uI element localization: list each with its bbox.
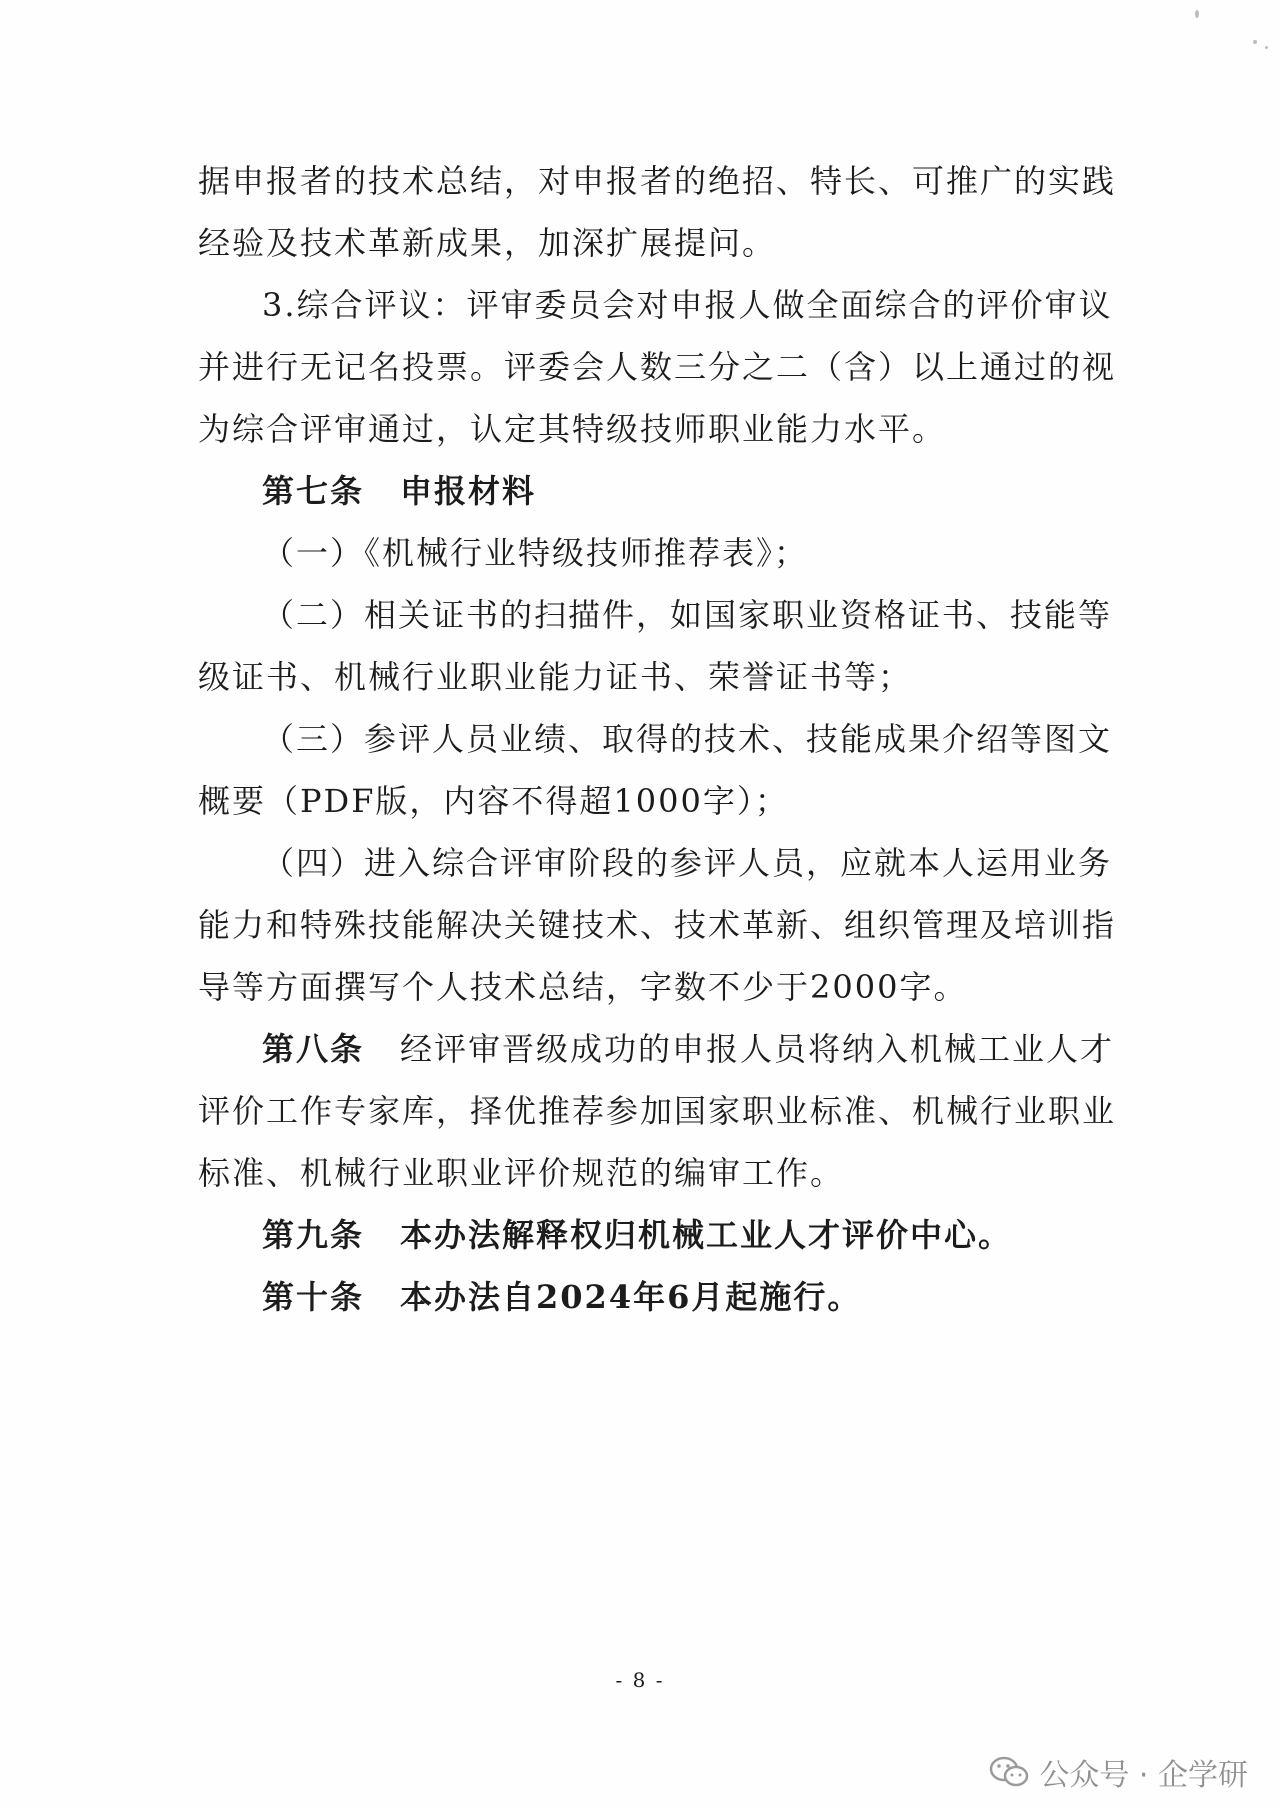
scan-speck xyxy=(1265,46,1268,49)
article-number: 第九条 xyxy=(262,1216,365,1254)
paragraph-line: 并进行无记名投票。评委会人数三分之二（含）以上通过的视 xyxy=(198,348,1117,386)
article-line: 第九条 本办法解释权归机械工业人才评价中心。 xyxy=(262,1216,1013,1254)
article-line: 第八条 经评审晋级成功的申报人员将纳入机械工业人才 xyxy=(262,1030,1115,1068)
list-item-line: 级证书、机械行业职业能力证书、荣誉证书等； xyxy=(198,658,913,696)
paragraph-line: 标准、机械行业职业评价规范的编审工作。 xyxy=(198,1154,845,1192)
document-body xyxy=(198,150,1117,1328)
list-item-line: 能力和特殊技能解决关键技术、技术革新、组织管理及培训指 xyxy=(198,906,1117,944)
paragraph-line: 据申报者的技术总结，对申报者的绝招、特长、可推广的实践 xyxy=(198,162,1117,200)
paragraph-line: 评价工作专家库，择优推荐参加国家职业标准、机械行业职业 xyxy=(198,1092,1117,1130)
article-heading-line xyxy=(198,460,1088,522)
scan-speck xyxy=(1253,40,1257,44)
article-number: 第十条 xyxy=(262,1278,365,1316)
list-item-line: （四）进入综合评审阶段的参评人员，应就本人运用业务 xyxy=(262,844,1113,882)
paragraph-line: 3.综合评议：评审委员会对申报人做全面综合的评价审议 xyxy=(262,286,1113,324)
watermark-label: 公众号 · 企学研 xyxy=(1039,1758,1248,1793)
page-number: - 8 - xyxy=(615,1668,665,1692)
scan-speck xyxy=(1195,10,1199,18)
list-item-line: 概要（PDF版，内容不得超1000字）； xyxy=(198,782,789,820)
watermark xyxy=(989,1750,1248,1794)
paragraph-line: 为综合评审通过，认定其特级技师职业能力水平。 xyxy=(198,410,947,448)
list-item-line: （一）《机械行业特级技师推荐表》； xyxy=(262,534,809,572)
article-line: 第十条 本办法自2024年6月起施行。 xyxy=(262,1278,862,1316)
wechat-icon xyxy=(989,1755,1029,1789)
article-number: 第八条 xyxy=(262,1030,365,1068)
list-item-line: 导等方面撰写个人技术总结，字数不少于2000字。 xyxy=(198,968,968,1006)
list-item-line: （三）参评人员业绩、取得的技术、技能成果介绍等图文 xyxy=(262,720,1113,758)
article-title: 申报材料 xyxy=(400,472,537,510)
article-number: 第七条 xyxy=(262,472,365,510)
paragraph-line: 经验及技术革新成果，加深扩展提问。 xyxy=(198,224,777,262)
list-item-line: （二）相关证书的扫描件，如国家职业资格证书、技能等 xyxy=(262,596,1113,634)
